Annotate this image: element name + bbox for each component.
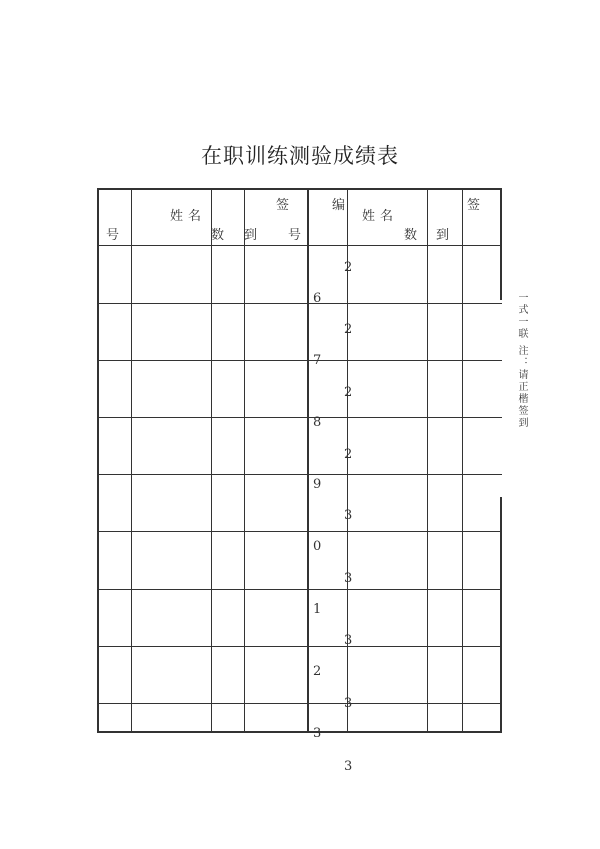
row-line: [97, 360, 502, 361]
col-line-3: [244, 188, 245, 732]
row-number-digit: 2: [344, 322, 353, 337]
header-qian-left: 签: [276, 198, 290, 213]
row-line: [97, 703, 502, 704]
header-shu-left: 数: [211, 228, 225, 243]
table-right-border-bottom: [500, 497, 502, 733]
side-note: 一式一联 注：请正楷签到: [516, 292, 527, 430]
row-number-digit: 3: [313, 726, 322, 741]
row-number-digit: 2: [313, 664, 322, 679]
row-line: [97, 303, 502, 304]
table-left-border: [97, 188, 99, 733]
row-line: [97, 531, 502, 532]
row-number-digit: 2: [344, 447, 353, 462]
row-line: [97, 646, 502, 647]
col-line-6: [427, 188, 428, 732]
row-line: [97, 474, 502, 475]
row-number-digit: 2: [344, 260, 353, 275]
header-hao-mid: 号: [288, 228, 302, 243]
row-number-digit: 0: [313, 539, 322, 554]
row-number-digit: 3: [344, 759, 353, 774]
col-line-middle: [307, 188, 309, 732]
row-number-digit: 7: [313, 353, 322, 368]
table-top-border: [97, 188, 502, 190]
row-number-digit: 9: [313, 477, 322, 492]
row-number-digit: 8: [313, 415, 322, 430]
col-line-1: [131, 188, 132, 732]
row-line: [97, 245, 502, 246]
header-hao: 号: [106, 228, 120, 243]
table-bottom-border: [97, 731, 502, 733]
row-number-digit: 2: [344, 385, 353, 400]
row-line: [97, 589, 502, 590]
header-name-right: 姓名: [362, 209, 399, 224]
header-shu-right: 数: [404, 228, 418, 243]
col-line-7: [462, 188, 463, 732]
row-number-digit: 3: [344, 696, 353, 711]
row-number-digit: 3: [344, 508, 353, 523]
col-line-2: [211, 188, 212, 732]
header-bian: 编: [332, 198, 346, 213]
row-number-digit: 6: [313, 291, 322, 306]
row-line: [97, 417, 502, 418]
header-dao-right: 到: [436, 228, 450, 243]
header-name-left: 姓名: [170, 209, 207, 224]
table-right-border-top: [500, 188, 502, 300]
header-qian-right: 签: [467, 198, 481, 213]
row-number-digit: 3: [344, 633, 353, 648]
page-title: 在职训练测验成绩表: [201, 144, 399, 168]
header-dao-left: 到: [244, 228, 258, 243]
row-number-digit: 3: [344, 571, 353, 586]
row-number-digit: 1: [313, 602, 322, 617]
